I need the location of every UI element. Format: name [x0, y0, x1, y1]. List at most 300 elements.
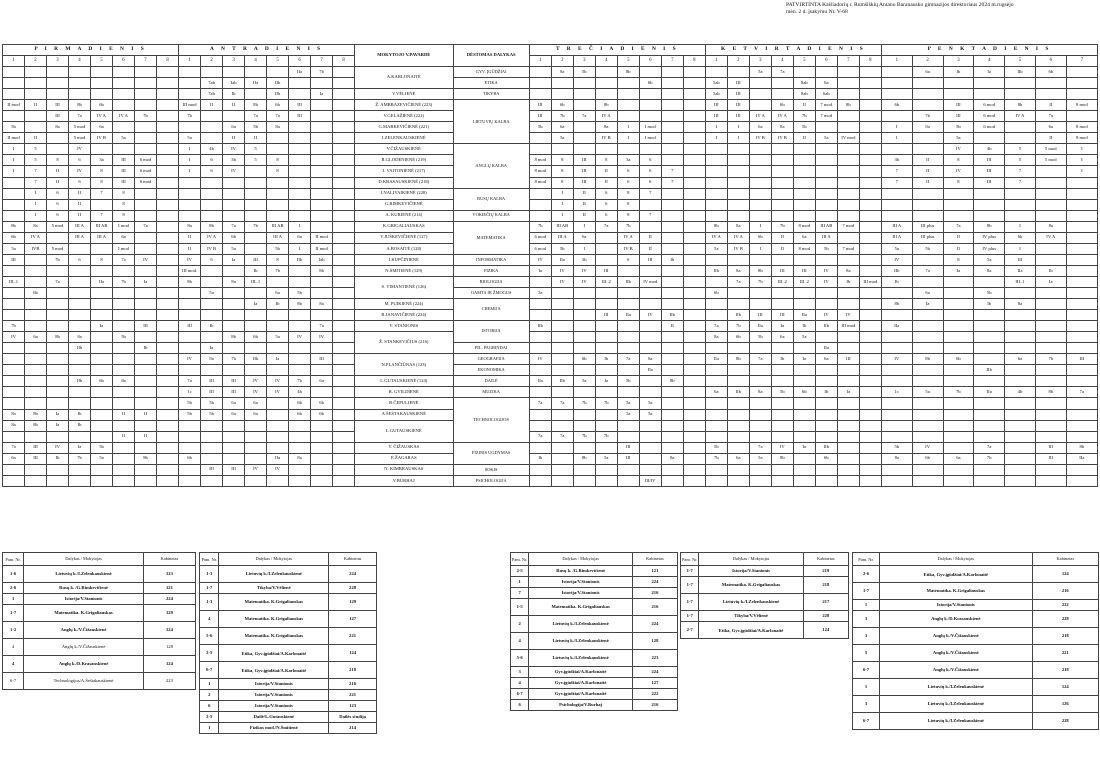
- lesson-cell-wednesday: [661, 67, 683, 78]
- lesson-cell-tuesday: [267, 188, 289, 199]
- lesson-cell-friday: III: [943, 100, 974, 111]
- lesson-cell-tuesday: [223, 365, 245, 376]
- lesson-cell-tuesday: Ia: [267, 354, 289, 365]
- lesson-cell-monday: III: [25, 453, 47, 464]
- lesson-periods: 5: [853, 645, 880, 662]
- lesson-cell-thursday: 8b: [771, 453, 793, 464]
- lesson-cell-monday: [3, 89, 25, 100]
- lesson-cell-thursday: IV A: [727, 232, 749, 243]
- lesson-cell-friday: [1005, 89, 1036, 100]
- lesson-cell-wednesday: III: [573, 177, 595, 188]
- lesson-cell-wednesday: [529, 78, 551, 89]
- lesson-cell-wednesday: [595, 343, 617, 354]
- lesson-cell-tuesday: [201, 177, 223, 188]
- lesson-cell-thursday: [859, 67, 881, 78]
- lesson-cell-wednesday: Ia: [595, 376, 617, 387]
- teacher-name: G.RIMKEVIČIENĖ: [355, 199, 453, 210]
- lesson-cell-tuesday: [245, 210, 267, 221]
- lesson-cell-tuesday: 7b: [223, 354, 245, 365]
- lesson-cell-tuesday: [201, 122, 223, 133]
- subject-teacher: Etika, Gyv.įgūdžiai/A.Karlonaitė: [699, 622, 803, 639]
- lesson-cell-thursday: [705, 299, 727, 310]
- summary-row: [3, 639, 196, 656]
- lesson-cell-monday: II: [25, 133, 47, 144]
- lesson-cell-wednesday: IIb: [617, 276, 639, 287]
- lesson-cell-tuesday: 8a: [289, 453, 311, 464]
- lesson-cell-friday: 7b: [912, 111, 943, 122]
- lesson-cell-wednesday: [639, 100, 661, 111]
- lesson-cell-thursday: [771, 199, 793, 210]
- lesson-cell-tuesday: I: [179, 155, 201, 166]
- lesson-cell-monday: [25, 354, 47, 365]
- lesson-cell-friday: [881, 144, 912, 155]
- lesson-cell-wednesday: 6b: [639, 78, 661, 89]
- lesson-cell-wednesday: 7a: [529, 398, 551, 409]
- lesson-cell-thursday: III: [705, 111, 727, 122]
- teacher-name: N.ŠMITIENĖ (129): [355, 265, 453, 276]
- lesson-cell-friday: IIb: [1005, 67, 1036, 78]
- lesson-cell-thursday: [859, 409, 881, 420]
- lesson-cell-tuesday: 6b: [289, 398, 311, 409]
- lesson-cell-thursday: [793, 398, 815, 409]
- lesson-cell-tuesday: [201, 431, 223, 442]
- lesson-cell-monday: [135, 299, 157, 310]
- lesson-cell-wednesday: III: [529, 100, 551, 111]
- lesson-cell-tuesday: [333, 210, 355, 221]
- lesson-cell-tuesday: 8: [267, 254, 289, 265]
- lesson-cell-wednesday: Ib: [529, 453, 551, 464]
- lesson-cell-friday: [1035, 199, 1066, 210]
- lesson-cell-thursday: [837, 122, 859, 133]
- lesson-cell-monday: 7a: [3, 442, 25, 453]
- lesson-cell-monday: IV: [3, 332, 25, 343]
- lesson-cell-monday: [113, 464, 135, 475]
- lesson-cell-tuesday: IV: [223, 166, 245, 177]
- lesson-cell-tuesday: [333, 321, 355, 332]
- lesson-cell-monday: 6: [47, 188, 69, 199]
- lesson-cell-monday: [3, 431, 25, 442]
- lesson-cell-thursday: [815, 67, 837, 78]
- lesson-cell-tuesday: 5: [245, 144, 267, 155]
- lesson-cell-thursday: [837, 365, 859, 376]
- lesson-cell-tuesday: 5a: [179, 133, 201, 144]
- lesson-cell-wednesday: [551, 321, 573, 332]
- lesson-cell-friday: [943, 376, 974, 387]
- lesson-cell-monday: Ia: [69, 442, 91, 453]
- lesson-cell-friday: [1005, 122, 1036, 133]
- lesson-cell-monday: I mod: [113, 221, 135, 232]
- lesson-cell-thursday: [771, 144, 793, 155]
- lesson-cell-friday: [1005, 287, 1036, 298]
- lesson-cell-monday: 8b: [25, 420, 47, 431]
- subject-name: MUZIKA: [453, 387, 529, 398]
- lesson-cell-thursday: III A: [815, 232, 837, 243]
- lesson-cell-friday: [1066, 464, 1097, 475]
- lesson-cell-wednesday: [551, 144, 573, 155]
- subject-name: ŠOKIS: [453, 464, 529, 475]
- room-number: 223: [143, 673, 195, 690]
- lesson-cell-thursday: [749, 365, 771, 376]
- lesson-cell-wednesday: [639, 111, 661, 122]
- lesson-cell-thursday: [705, 343, 727, 354]
- lesson-cell-wednesday: IV B: [595, 133, 617, 144]
- lesson-cell-thursday: [837, 78, 859, 89]
- subject-teacher: Istorija/V.Stanionis: [219, 701, 329, 712]
- lesson-cell-monday: [157, 354, 179, 365]
- lesson-cell-wednesday: [529, 343, 551, 354]
- lesson-periods: 4: [3, 639, 24, 656]
- summary-row: [3, 673, 196, 690]
- lesson-cell-wednesday: [595, 420, 617, 431]
- lesson-cell-friday: [912, 343, 943, 354]
- lesson-cell-monday: [69, 431, 91, 442]
- subject-teacher: Matematika. K.Grigaliauskas: [529, 599, 633, 616]
- lesson-cell-monday: III: [47, 111, 69, 122]
- lesson-cell-wednesday: [573, 144, 595, 155]
- lesson-cell-tuesday: [267, 442, 289, 453]
- lesson-cell-wednesday: [683, 210, 705, 221]
- lesson-cell-wednesday: [661, 188, 683, 199]
- lesson-cell-monday: Ib: [69, 420, 91, 431]
- lesson-cell-monday: 5b: [3, 122, 25, 133]
- lesson-cell-thursday: [727, 67, 749, 78]
- lesson-cell-thursday: 6ab: [815, 89, 837, 100]
- lesson-cell-thursday: [705, 398, 727, 409]
- lesson-cell-wednesday: [551, 475, 573, 486]
- lesson-cell-wednesday: 8b: [617, 67, 639, 78]
- lesson-cell-wednesday: [661, 431, 683, 442]
- lesson-cell-wednesday: [551, 332, 573, 343]
- lesson-cell-tuesday: 8b: [179, 276, 201, 287]
- lesson-cell-monday: [157, 177, 179, 188]
- lesson-cell-wednesday: [551, 409, 573, 420]
- lesson-cell-tuesday: 5b: [179, 398, 201, 409]
- lesson-periods: 2-6: [3, 583, 24, 594]
- timetable-row: [3, 210, 1098, 221]
- period-number-mon: 6: [113, 56, 135, 67]
- lesson-periods: 1-3: [200, 566, 219, 583]
- lesson-cell-tuesday: [333, 265, 355, 276]
- lesson-cell-friday: [943, 420, 974, 431]
- lesson-cell-friday: [1066, 310, 1097, 321]
- lesson-cell-friday: Ia: [974, 67, 1005, 78]
- lesson-cell-monday: [47, 321, 69, 332]
- teacher-name: I.KUPČINIENĖ: [355, 254, 453, 265]
- lesson-cell-tuesday: [223, 475, 245, 486]
- summary-header-nr: Pam. Nr.: [200, 553, 219, 566]
- lesson-cell-monday: 6: [69, 177, 91, 188]
- room-number: 124: [329, 645, 377, 662]
- lesson-cell-tuesday: 6b: [179, 453, 201, 464]
- lesson-cell-tuesday: [245, 188, 267, 199]
- lesson-cell-thursday: [859, 188, 881, 199]
- lesson-cell-tuesday: [289, 210, 311, 221]
- timetable-row: [3, 420, 1098, 431]
- lesson-cell-tuesday: II: [179, 243, 201, 254]
- timetable-row: [3, 475, 1098, 486]
- subject-teacher: Istorija/V.Stanionis: [529, 588, 633, 599]
- lesson-cell-wednesday: [551, 354, 573, 365]
- summary-row: [853, 628, 1099, 645]
- lesson-cell-monday: [135, 78, 157, 89]
- lesson-cell-tuesday: [223, 188, 245, 199]
- lesson-cell-thursday: 6a: [793, 232, 815, 243]
- lesson-cell-tuesday: [179, 89, 201, 100]
- lesson-cell-monday: [135, 420, 157, 431]
- lesson-cell-friday: [943, 276, 974, 287]
- lesson-cell-thursday: III AB: [815, 221, 837, 232]
- lesson-cell-monday: II mod: [3, 133, 25, 144]
- lesson-cell-monday: [157, 343, 179, 354]
- lesson-cell-wednesday: IV: [639, 310, 661, 321]
- subject-name: TIKYBA: [453, 89, 529, 100]
- lesson-cell-friday: III: [974, 177, 1005, 188]
- lesson-cell-thursday: [749, 299, 771, 310]
- period-number-wed: 7: [661, 56, 683, 67]
- lesson-cell-thursday: 6a: [771, 332, 793, 343]
- lesson-cell-thursday: [815, 475, 837, 486]
- lesson-cell-monday: IIa: [91, 276, 113, 287]
- room-number: 216: [329, 679, 377, 690]
- lesson-cell-thursday: [771, 210, 793, 221]
- lesson-cell-friday: [1035, 343, 1066, 354]
- lesson-cell-thursday: [815, 332, 837, 343]
- lesson-cell-wednesday: 7a: [529, 431, 551, 442]
- lesson-cell-tuesday: 7b: [267, 265, 289, 276]
- lesson-cell-friday: [1005, 188, 1036, 199]
- lesson-cell-wednesday: [617, 111, 639, 122]
- lesson-cell-tuesday: [201, 299, 223, 310]
- lesson-cell-friday: 5: [1005, 155, 1036, 166]
- room-number: Dailės studija: [329, 712, 377, 723]
- lesson-cell-friday: [1066, 221, 1097, 232]
- lesson-cell-monday: [135, 398, 157, 409]
- lesson-cell-wednesday: [639, 287, 661, 298]
- lesson-cell-friday: II: [912, 166, 943, 177]
- lesson-cell-monday: [69, 243, 91, 254]
- lesson-cell-thursday: IV: [771, 442, 793, 453]
- lesson-cell-tuesday: [311, 111, 333, 122]
- lesson-cell-wednesday: [661, 265, 683, 276]
- lesson-cell-thursday: 8 mod: [793, 221, 815, 232]
- lesson-cell-wednesday: [683, 199, 705, 210]
- lesson-periods: 6-7: [853, 713, 880, 730]
- lesson-cell-tuesday: [179, 442, 201, 453]
- approval-line-1: PATVIRTINTA Kaišiadorių r. Rumšiškių Antano Baranausko gimnazijos direktoriaus 2024 m.rugsėjo: [786, 2, 1014, 8]
- lesson-cell-thursday: 6a: [815, 78, 837, 89]
- lesson-cell-monday: [157, 89, 179, 100]
- lesson-cell-tuesday: [289, 89, 311, 100]
- lesson-cell-monday: [135, 232, 157, 243]
- lesson-cell-friday: [912, 431, 943, 442]
- lesson-cell-tuesday: [223, 287, 245, 298]
- lesson-cell-wednesday: [529, 299, 551, 310]
- lesson-cell-monday: II: [47, 166, 69, 177]
- subject-teacher: Istorija/V.Stanionis: [699, 566, 803, 577]
- lesson-cell-wednesday: [573, 133, 595, 144]
- lesson-cell-monday: [113, 343, 135, 354]
- lesson-cell-monday: [91, 475, 113, 486]
- lesson-cell-friday: [1066, 321, 1097, 332]
- lesson-cell-wednesday: [639, 387, 661, 398]
- lesson-cell-monday: IV A: [113, 111, 135, 122]
- room-number: 221: [329, 690, 377, 701]
- lesson-cell-friday: [1066, 254, 1097, 265]
- lesson-cell-monday: [113, 287, 135, 298]
- summary-row: [511, 678, 678, 689]
- lesson-cell-thursday: IV B: [727, 243, 749, 254]
- lesson-cell-wednesday: III: [573, 166, 595, 177]
- lesson-cell-monday: 6: [47, 199, 69, 210]
- lesson-cell-friday: [912, 89, 943, 100]
- lesson-cell-wednesday: [529, 133, 551, 144]
- lesson-cell-friday: [881, 67, 912, 78]
- lesson-cell-thursday: III..2: [771, 276, 793, 287]
- lesson-cell-tuesday: II mod: [311, 243, 333, 254]
- lesson-cell-tuesday: Iab: [311, 254, 333, 265]
- lesson-cell-wednesday: 6b: [573, 354, 595, 365]
- lesson-cell-wednesday: III: [595, 265, 617, 276]
- lesson-cell-wednesday: 8: [551, 177, 573, 188]
- lesson-cell-tuesday: [245, 232, 267, 243]
- lesson-cell-monday: [157, 299, 179, 310]
- summary-header-subject: Dalykas / Mokytojas: [699, 553, 803, 566]
- lesson-cell-wednesday: II: [595, 177, 617, 188]
- lesson-cell-monday: [135, 199, 157, 210]
- lesson-cell-tuesday: [311, 155, 333, 166]
- lesson-cell-friday: [912, 321, 943, 332]
- summary-row: [3, 605, 196, 622]
- subject-teacher: Matematika. K.Grigaliauskas: [219, 611, 329, 628]
- lesson-cell-thursday: [771, 155, 793, 166]
- lesson-cell-thursday: [727, 155, 749, 166]
- lesson-cell-tuesday: 6b: [267, 100, 289, 111]
- lesson-cell-tuesday: [333, 100, 355, 111]
- lesson-cell-monday: [91, 89, 113, 100]
- lesson-cell-monday: [47, 144, 69, 155]
- lesson-cell-thursday: [771, 287, 793, 298]
- lesson-cell-wednesday: [573, 321, 595, 332]
- lesson-cell-monday: [157, 332, 179, 343]
- lesson-cell-wednesday: IIa: [617, 310, 639, 321]
- lesson-cell-monday: [91, 265, 113, 276]
- lesson-cell-friday: 5a: [943, 133, 974, 144]
- lesson-cell-friday: III: [974, 155, 1005, 166]
- lesson-cell-monday: II: [25, 100, 47, 111]
- lesson-cell-thursday: [749, 155, 771, 166]
- lesson-cell-friday: Ib: [943, 67, 974, 78]
- lesson-cell-friday: [943, 188, 974, 199]
- lesson-cell-monday: [25, 398, 47, 409]
- lesson-cell-wednesday: [595, 299, 617, 310]
- lesson-cell-wednesday: [529, 276, 551, 287]
- lesson-cell-friday: [1005, 310, 1036, 321]
- lesson-cell-wednesday: 5a: [617, 409, 639, 420]
- lesson-cell-monday: 6a: [3, 453, 25, 464]
- lesson-cell-thursday: [815, 287, 837, 298]
- summary-row: [511, 667, 678, 678]
- lesson-cell-wednesday: [683, 431, 705, 442]
- lesson-cell-friday: [943, 464, 974, 475]
- lesson-cell-wednesday: II: [573, 210, 595, 221]
- lesson-periods: 4: [511, 678, 529, 689]
- lesson-cell-monday: 8a: [3, 420, 25, 431]
- lesson-periods: 1: [200, 679, 219, 690]
- lesson-cell-friday: [1066, 409, 1097, 420]
- lesson-cell-wednesday: [529, 365, 551, 376]
- lesson-cell-friday: II: [943, 232, 974, 243]
- lesson-cell-thursday: IIb: [815, 442, 837, 453]
- lesson-cell-monday: III: [3, 254, 25, 265]
- subject-teacher: Matematika. K.Grigaliauskas: [219, 628, 329, 645]
- lesson-cell-thursday: [837, 475, 859, 486]
- lesson-cell-tuesday: 6b: [311, 398, 333, 409]
- lesson-cell-wednesday: [573, 475, 595, 486]
- lesson-cell-thursday: 5ab: [705, 89, 727, 100]
- teacher-name: R. GVILDIENĖ: [355, 387, 453, 398]
- lesson-cell-thursday: III: [837, 354, 859, 365]
- lesson-cell-monday: III: [25, 442, 47, 453]
- lesson-cell-wednesday: 7b: [573, 398, 595, 409]
- lesson-cell-thursday: 5b: [749, 332, 771, 343]
- lesson-cell-friday: [912, 398, 943, 409]
- lesson-cell-tuesday: [201, 111, 223, 122]
- lesson-cell-tuesday: 5a: [267, 332, 289, 343]
- lesson-cell-wednesday: III..2: [595, 276, 617, 287]
- lesson-cell-thursday: [859, 78, 881, 89]
- subject-teacher: Fizikos mod./N.Šmitienė: [219, 723, 329, 734]
- lesson-cell-monday: IV A: [91, 111, 113, 122]
- lesson-cell-wednesday: [661, 111, 683, 122]
- lesson-cell-tuesday: III: [289, 111, 311, 122]
- lesson-cell-thursday: III..2: [793, 276, 815, 287]
- timetable-row: [3, 221, 1098, 232]
- lesson-cell-wednesday: III/IV: [639, 475, 661, 486]
- lesson-cell-tuesday: IIa: [245, 78, 267, 89]
- lesson-cell-monday: [69, 464, 91, 475]
- lesson-cell-tuesday: III: [311, 354, 333, 365]
- lesson-cell-tuesday: [333, 310, 355, 321]
- lesson-cell-friday: [1066, 365, 1097, 376]
- lesson-cell-wednesday: 6: [595, 210, 617, 221]
- lesson-cell-friday: 6 mod: [974, 111, 1005, 122]
- lesson-cell-tuesday: [311, 166, 333, 177]
- lesson-cell-friday: [912, 365, 943, 376]
- lesson-cell-thursday: [771, 188, 793, 199]
- lesson-cell-thursday: [837, 453, 859, 464]
- lesson-cell-wednesday: [661, 133, 683, 144]
- lesson-cell-thursday: [837, 376, 859, 387]
- lesson-cell-tuesday: IV: [223, 144, 245, 155]
- lesson-cell-wednesday: [683, 310, 705, 321]
- lesson-cell-thursday: [815, 409, 837, 420]
- lesson-cell-monday: [113, 67, 135, 78]
- lesson-cell-thursday: Ia: [837, 387, 859, 398]
- lesson-cell-tuesday: [333, 287, 355, 298]
- lesson-cell-monday: [25, 299, 47, 310]
- lesson-cell-wednesday: 6b: [551, 100, 573, 111]
- lesson-cell-tuesday: 4b: [201, 144, 223, 155]
- lesson-cell-thursday: [859, 321, 881, 332]
- lesson-cell-tuesday: 6a: [311, 376, 333, 387]
- lesson-cell-thursday: [859, 310, 881, 321]
- lesson-cell-thursday: 7b: [793, 111, 815, 122]
- lesson-cell-monday: IV: [47, 442, 69, 453]
- lesson-cell-monday: [91, 431, 113, 442]
- lesson-cell-wednesday: 5b: [551, 243, 573, 254]
- lesson-cell-tuesday: IV A: [201, 232, 223, 243]
- lesson-cell-monday: [113, 475, 135, 486]
